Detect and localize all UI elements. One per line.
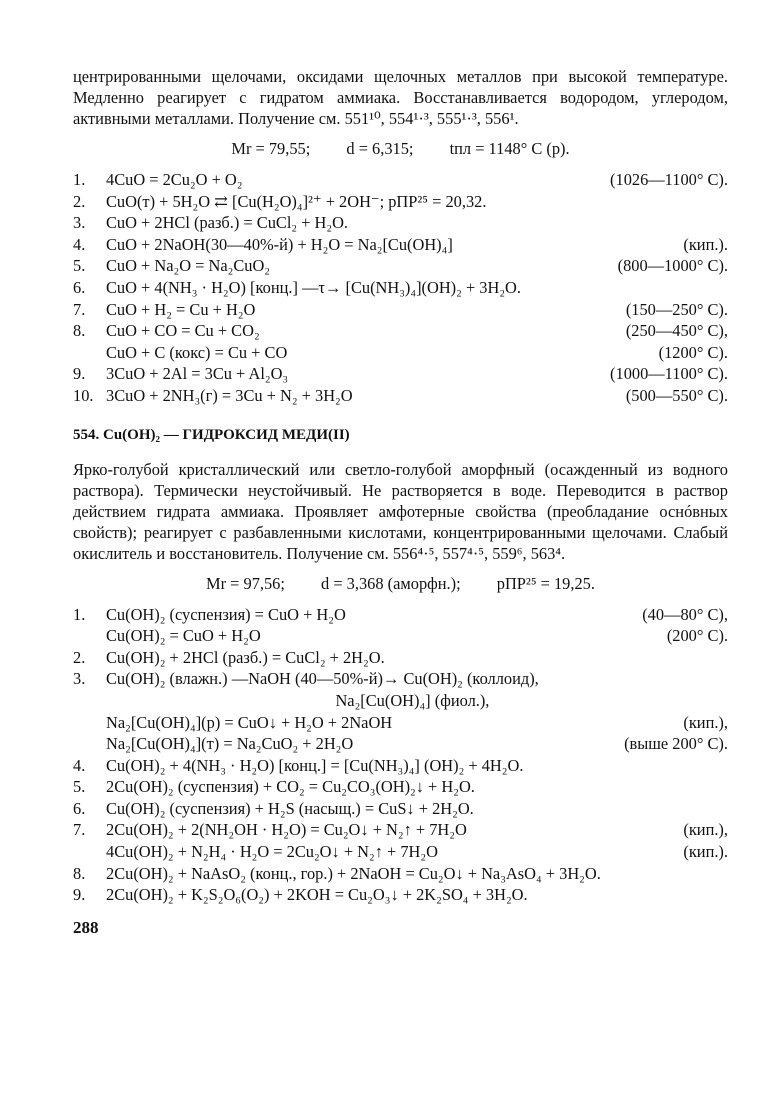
reaction-equation: CuO + 2HCl (разб.) = CuCl₂ + H₂O. (106, 213, 349, 233)
reaction-number: 9. (73, 885, 86, 905)
page-number: 288 (73, 917, 99, 937)
reaction-row (73, 385, 728, 407)
reaction-row (73, 299, 728, 321)
reaction-number (73, 342, 106, 364)
reaction-row (73, 255, 728, 277)
reaction-number: 7. (73, 299, 86, 319)
reaction-row (73, 625, 728, 647)
reaction-equation: 2Cu(OH)₂ + K₂S₂O₆(O₂) + 2KOH = Cu₂O₃↓ + 2K₂SO₄ + 3H₂O. (106, 885, 528, 905)
reaction-number (73, 625, 106, 647)
reaction-equation: CuO(т) + 5H₂O ⇄ [Cu(H₂O)₄]²⁺ + 2OH⁻; рПР²⁵ = 20,32. (106, 191, 487, 211)
reaction-number: 1. (73, 604, 86, 624)
reaction-number: 7. (73, 820, 86, 840)
reaction-number: 9. (73, 364, 86, 384)
section-description: Ярко-голубой кристаллический или светло-голубой аморфный (осажденный из водного раствора). Термически неустойчивый. Не растворяется в воде. Переводится в раствор действием гидрата аммиака. Проявляет амфотерные свойства (преобладание оснóвных свойств); реагирует с разбавленными кислотами, концентрированными щелочами. Слабый окислитель и восстановитель. Получение см. 556⁴·⁵, 557⁴·⁵, 559⁶, 563⁴. (73, 459, 728, 563)
cuoh2-reaction-list (73, 604, 728, 906)
reaction-number: 5. (73, 777, 86, 797)
reaction-number: 6. (73, 798, 86, 818)
reaction-condition: (250—450° C), (625, 321, 728, 341)
reaction-equation: Cu(OH)₂ + 4(NH₃ · H₂O) [конц.] = [Cu(NH₃)₄] (OH)₂ + 4H₂O. (106, 755, 524, 775)
reaction-equation: Na₂[Cu(OH)₄](т) = Na₂CuO₂ + 2H₂O (106, 734, 354, 754)
reaction-condition: (200° C). (666, 626, 728, 646)
cuo-constants (73, 139, 728, 159)
reaction-equation: CuO + CO = Cu + CO₂ (106, 321, 260, 341)
reaction-number: 2. (73, 647, 86, 667)
reaction-condition: (40—80° C), (642, 604, 728, 624)
reaction-number (73, 712, 106, 734)
reaction-condition: (кип.), (683, 712, 728, 732)
reaction-number: 3. (73, 669, 86, 689)
reaction-equation: CuO + H₂ = Cu + H₂O (106, 299, 256, 319)
reaction-equation: 2Cu(OH)₂ + 2(NH₂OH · H₂O) = Cu₂O↓ + N₂↑ + 7H₂O (106, 820, 467, 840)
reaction-number: 4. (73, 234, 86, 254)
reaction-row (73, 884, 728, 906)
reaction-condition: (150—250° C). (625, 299, 728, 319)
cuo-reaction-list (73, 169, 728, 407)
reaction-equation: Cu(OH)₂ (суспензия) + H₂S (насыщ.) = CuS↓ + 2H₂O. (106, 798, 474, 818)
reaction-condition: (1000—1100° C). (610, 364, 728, 384)
reaction-row (73, 733, 728, 755)
reaction-equation: CuO + C (кокс) = Cu + CO (106, 342, 288, 362)
reaction-equation: Cu(OH)₂ (суспензия) = CuO + H₂O (106, 604, 346, 624)
reaction-equation: 4CuO = 2Cu₂O + O₂ (106, 170, 243, 189)
reaction-number: 10. (73, 385, 94, 405)
reaction-row (73, 863, 728, 885)
reaction-row (73, 604, 728, 626)
reaction-row (73, 647, 728, 669)
reaction-equation: Na₂[Cu(OH)₄](р) = CuO↓ + H₂O + 2NaOH (106, 712, 393, 732)
reaction-equation: Cu(OH)₂ (влажн.) —NaOH (40—50%-й)→ Cu(OH)₂ (коллоид), (106, 669, 539, 689)
reaction-equation: CuO + 4(NH₃ · H₂O) [конц.] —τ→ [Cu(NH₃)₄](OH)₂ + 3H₂O. (106, 277, 521, 297)
reaction-condition: (800—1000° C). (617, 256, 728, 276)
reaction-row (73, 668, 728, 690)
reaction-number: 2. (73, 191, 86, 211)
reaction-number (73, 733, 106, 755)
reaction-number: 8. (73, 321, 86, 341)
reaction-equation: Cu(OH)₂ + 2HCl (разб.) = CuCl₂ + 2H₂O. (106, 647, 385, 667)
reaction-equation: Na₂[Cu(OH)₄] (фиол.), (106, 690, 490, 710)
reaction-row (73, 191, 728, 213)
reaction-number: 1. (73, 170, 86, 189)
cuoh2-constants (73, 574, 728, 594)
reaction-condition: (500—550° C). (625, 385, 728, 405)
reaction-row (73, 363, 728, 385)
reaction-equation: CuO + 2NaOH(30—40%-й) + H₂O = Na₂[Cu(OH)₄] (106, 234, 453, 254)
reaction-row (73, 841, 728, 863)
reaction-row (73, 342, 728, 364)
reaction-equation: CuO + Na₂O = Na₂CuO₂ (106, 256, 271, 276)
reaction-equation: 3CuO + 2NH₃(г) = 3Cu + N₂ + 3H₂O (106, 385, 353, 405)
reaction-condition: (кип.), (683, 820, 728, 840)
section-heading: 554. Cu(OH)₂ — ГИДРОКСИД МЕДИ(II) (73, 426, 350, 443)
reaction-row (73, 277, 728, 299)
reaction-row (73, 776, 728, 798)
reaction-equation: Cu(OH)₂ = CuO + H₂O (106, 626, 261, 646)
reaction-row (73, 712, 728, 734)
reaction-row (73, 755, 728, 777)
reaction-number: 4. (73, 755, 86, 775)
cuo-molar-mass: Mr = 79,55; (231, 139, 311, 158)
intro-paragraph: центрированными щелочами, оксидами щелочных металлов при высокой температуре. Медленно реагирует с гидратом аммиака. Восстанавливается водородом, углеродом, активными металлами. Получение см. 551¹⁰, 554¹·³, 555¹·³, 556¹. (73, 67, 728, 128)
reaction-row (73, 690, 728, 712)
reaction-equation: 4Cu(OH)₂ + N₂H₄ · H₂O = 2Cu₂O↓ + N₂↑ + 7H₂O (106, 842, 438, 862)
reaction-condition: (1200° C). (658, 342, 728, 362)
reaction-equation: 2Cu(OH)₂ + NaAsO₂ (конц., гор.) + 2NaOH = Cu₂O↓ + Na₃AsO₄ + 3H₂O. (106, 863, 601, 883)
reaction-number: 6. (73, 277, 86, 297)
reaction-row (73, 320, 728, 342)
reaction-condition: (кип.). (683, 234, 728, 254)
reaction-row (73, 819, 728, 841)
reaction-row (73, 169, 728, 191)
reaction-number: 3. (73, 213, 86, 233)
reaction-number (73, 690, 106, 712)
reaction-number (73, 841, 106, 863)
reaction-condition: (кип.). (683, 842, 728, 862)
cuoh2-solubility-product: рПР²⁵ = 19,25. (496, 573, 595, 593)
reaction-row (73, 212, 728, 234)
cuoh2-density: d = 3,368 (аморфн.); (321, 573, 461, 593)
cuoh2-molar-mass: Mr = 97,56; (206, 573, 285, 593)
reaction-number: 8. (73, 863, 86, 883)
reaction-equation: 3CuO + 2Al = 3Cu + Al₂O₃ (106, 364, 289, 384)
reaction-equation: 2Cu(OH)₂ (суспензия) + CO₂ = Cu₂CO₃(OH)₂↓ + H₂O. (106, 777, 475, 797)
reaction-number: 5. (73, 256, 86, 276)
reaction-row (73, 234, 728, 256)
cuo-melting-point: tпл = 1148° C (р). (449, 139, 570, 158)
reaction-row (73, 798, 728, 820)
reaction-condition: (1026—1100° C). (610, 170, 728, 189)
reaction-condition: (выше 200° C). (624, 734, 728, 754)
cuo-density: d = 6,315; (346, 139, 414, 158)
